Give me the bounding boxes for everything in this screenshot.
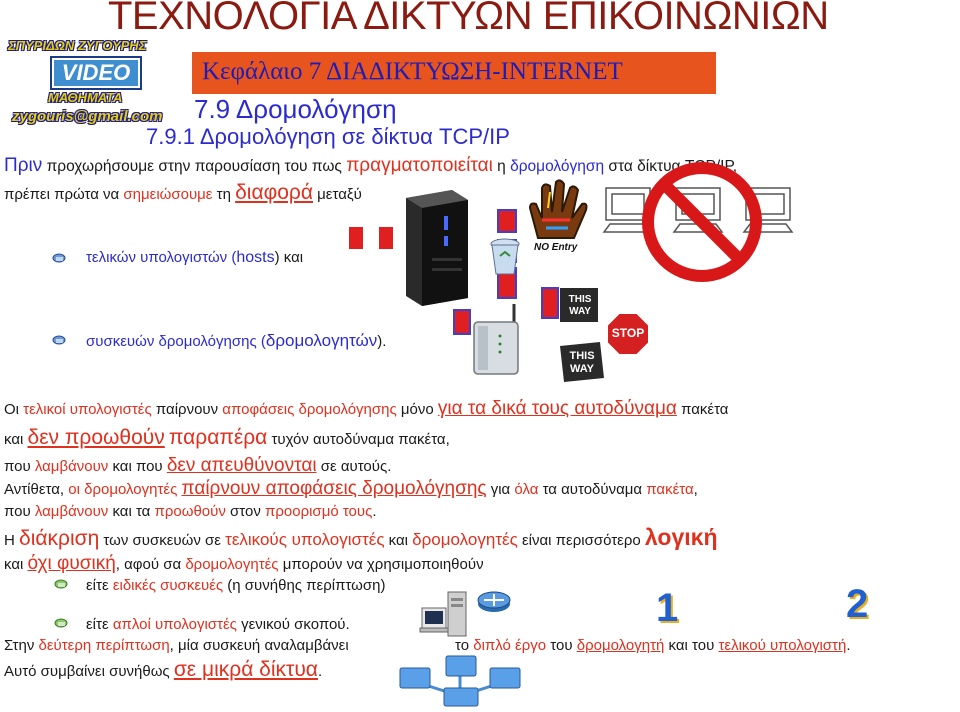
para2-line-1: Αντίθετα, οι δρομολογητές παίρνουν αποφάσεις δρομολόγησης για όλα τα αυτοδύναμα πακέτα, <box>4 478 698 499</box>
number-one-icon: 1 <box>656 586 679 630</box>
chapter-title: Κεφάλαιο 7 ΔΙΑΔΙΚΤΥΩΣΗ-INTERNET <box>202 58 623 85</box>
intro-line-2: πρέπει πρώτα να σημειώσουμε τη διαφορά μεταξύ <box>4 181 362 204</box>
para3-line-4: Αυτό συμβαίνει συνήθως σε μικρά δίκτυα. <box>4 658 323 681</box>
para2-line-2: που λαμβάνουν και τα προωθούν στον προορισμό τους. <box>4 503 377 520</box>
router-device-icon <box>470 300 530 376</box>
bullet-icon <box>54 578 68 590</box>
bullet-icon <box>54 617 68 629</box>
subsection-title: 7.9.1 Δρομολόγηση σε δίκτυα TCP/IP <box>146 124 510 149</box>
computer-tower-icon <box>420 588 476 640</box>
stop-label: STOP <box>611 326 645 340</box>
bullet-special-devices: είτε ειδικές συσκευές (η συνήθης περίπτωση) <box>86 577 386 594</box>
para1-line-1: Οι τελικοί υπολογιστές παίρνουν αποφάσεις δρομολόγησης μόνο για τα δικά τους αυτοδύναμα πακέτα <box>4 398 729 419</box>
number-two-icon: 2 <box>846 582 869 626</box>
bullet-hosts: τελικών υπολογιστών (hosts) και <box>86 249 304 266</box>
logo-email[interactable]: zygouris@gmail.com <box>12 108 163 125</box>
author-logo <box>4 34 180 130</box>
section-title: 7.9 Δρομολόγηση <box>194 94 397 124</box>
prohibition-sign-icon <box>640 160 764 284</box>
para3-line-2: και όχι φυσική, αφού σα δρομολογητές μπορούν να χρησιμοποιηθούν <box>4 553 484 574</box>
server-icon <box>402 188 472 308</box>
para1-line-3: που λαμβάνουν και που δεν απευθύνονται σε αυτούς. <box>4 455 392 476</box>
para1-line-2: και δεν προωθούν παραπέρα τυχόν αυτοδύναμα πακέτα, <box>4 426 450 449</box>
router-icon <box>476 588 512 614</box>
bullet-icon <box>52 252 66 264</box>
no-entry-label: NO Entry <box>534 242 578 253</box>
main-title: ΤΕΧΝΟΛΟΓΙΑ ΔΙΚΤΥΩΝ ΕΠΙΚΟΙΝΩΝΙΩΝ <box>108 0 829 38</box>
this-way-label-2: THIS WAY <box>569 350 595 375</box>
network-computers-icon <box>396 652 524 710</box>
logo-author: ΣΠΥΡΙΔΩΝ ΖΥΓΟΥΡΗΣ <box>8 38 147 53</box>
recycle-bin-icon <box>488 238 522 278</box>
bullet-general-computers: είτε απλοί υπολογιστές γενικού σκοπού. <box>86 616 350 633</box>
logo-video: VIDEO <box>52 58 140 88</box>
bullet-routers: συσκευών δρομολόγησης (δρομολογητών). <box>86 331 387 350</box>
para3-line-1: Η διάκριση των συσκευών σε τελικούς υπολογιστές και δρομολογητές είναι περισσότερο λογική <box>4 524 718 550</box>
bullet-icon <box>52 334 66 346</box>
para3-line-3a: Στην δεύτερη περίπτωση, μία συσκευή αναλαμβάνει <box>4 637 349 654</box>
intro-line-1: Πριν προχωρήσουμε στην παρουσίαση του πως πραγματοποιείται η δρομολόγηση στα δίκτυα TCP/IP, <box>4 155 738 176</box>
para3-line-3b: το διπλό έργο του δρομολογητή και του τελικού υπολογιστή. <box>455 637 851 654</box>
logo-lessons: ΜΑΘΗΜΑΤΑ <box>48 90 123 105</box>
this-way-label-1: THIS WAY <box>568 294 592 317</box>
